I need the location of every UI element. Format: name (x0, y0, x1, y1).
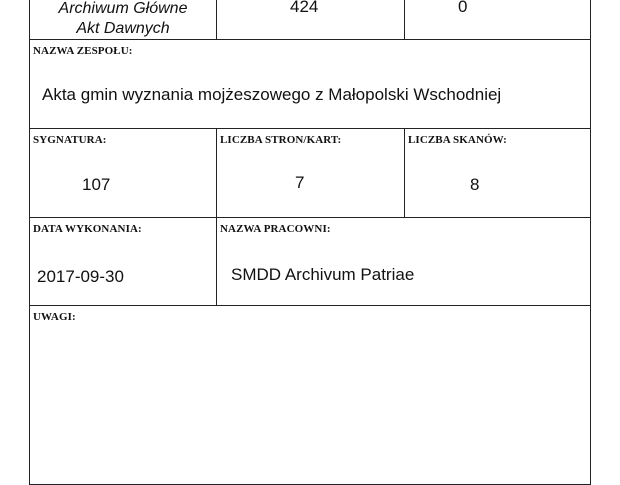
fonds-number-cell (216, 0, 405, 40)
pages-count-value: 7 (295, 173, 305, 192)
zero-value: 0 (458, 0, 468, 16)
fonds-name-label: NAZWA ZESPOŁU: (33, 45, 133, 57)
fonds-number: 424 (290, 0, 319, 16)
scans-count-cell (404, 128, 591, 218)
archive-name-line2: Akt Dawnych (76, 20, 170, 37)
remarks-label: UWAGI: (33, 311, 76, 323)
signature-value: 107 (82, 175, 111, 194)
remarks-cell (29, 305, 591, 485)
archive-name-line1: Archiwum Główne (58, 0, 188, 17)
workshop-name-cell (216, 217, 591, 306)
scans-count-label: LICZBA SKANÓW: (408, 134, 507, 146)
archive-name (30, 0, 216, 39)
archive-name-cell (29, 0, 217, 40)
execution-date-value: 2017-09-30 (37, 267, 124, 286)
signature-cell (29, 128, 217, 218)
scans-count-value: 8 (470, 175, 480, 194)
pages-count-label: LICZBA STRON/KART: (220, 134, 342, 146)
zero-value-cell (404, 0, 591, 40)
workshop-name-value: SMDD Archivum Patriae (231, 265, 415, 284)
execution-date-label: DATA WYKONANIA: (33, 223, 142, 235)
fonds-name-cell (29, 39, 591, 129)
fonds-name-value: Akta gmin wyznania mojżeszowego z Małopolski Wschodniej (42, 85, 502, 104)
workshop-name-label: NAZWA PRACOWNI: (220, 223, 331, 235)
execution-date-cell (29, 217, 217, 306)
signature-label: SYGNATURA: (33, 134, 107, 146)
pages-count-cell (216, 128, 405, 218)
